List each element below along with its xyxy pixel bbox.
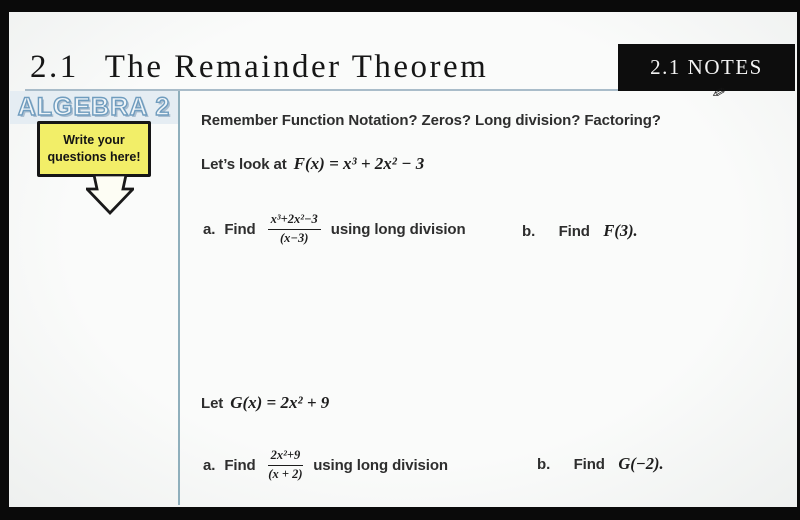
evaluate-expression: G(−2). bbox=[618, 454, 664, 473]
fraction bbox=[268, 449, 304, 482]
problem1-part-a bbox=[203, 206, 466, 252]
problem1-intro bbox=[201, 154, 424, 174]
evaluate-expression: F(3). bbox=[603, 221, 638, 240]
down-arrow-icon bbox=[86, 174, 134, 216]
callout-line1: Write your bbox=[63, 133, 125, 147]
section-number: 2.1 bbox=[30, 49, 79, 85]
problem1-lead: Let’s look at bbox=[201, 156, 287, 173]
title-text: The Remainder Theorem bbox=[104, 49, 489, 85]
part-label: a. bbox=[203, 220, 216, 238]
fraction-denominator: (x + 2) bbox=[268, 466, 303, 481]
problem2-function: G(x) = 2x² + 9 bbox=[230, 393, 330, 412]
notes-badge bbox=[618, 44, 795, 91]
part-label: b. bbox=[537, 456, 551, 473]
algebra2-logo: ALGEBRA 2 bbox=[10, 91, 178, 124]
part-label: a. bbox=[203, 456, 216, 474]
problem2-intro bbox=[201, 393, 329, 413]
part-label: b. bbox=[522, 223, 536, 240]
worksheet-page bbox=[9, 12, 797, 507]
find-verb: Find bbox=[558, 223, 590, 240]
method-text: using long division bbox=[330, 220, 466, 238]
fraction-numerator: x³+2x²−3 bbox=[268, 213, 321, 230]
find-verb: Find bbox=[224, 220, 256, 238]
problem1-function: F(x) = x³ + 2x² − 3 bbox=[293, 154, 425, 173]
column-divider bbox=[178, 91, 180, 505]
find-verb: Find bbox=[573, 456, 605, 473]
method-text: using long division bbox=[313, 456, 448, 474]
problem2-part-b bbox=[537, 454, 664, 474]
fraction-denominator: (x−3) bbox=[279, 230, 309, 245]
notes-badge-label: 2.1 NOTES bbox=[650, 55, 763, 79]
callout-line2: questions here! bbox=[47, 150, 141, 164]
page-title bbox=[30, 49, 488, 86]
find-verb: Find bbox=[224, 456, 256, 474]
pencil-icon: ✎ bbox=[707, 83, 728, 101]
intro-question: Remember Function Notation? Zeros? Long division? Factoring? bbox=[201, 112, 661, 129]
callout-box bbox=[37, 121, 151, 177]
fraction-numerator: 2x²+9 bbox=[268, 449, 304, 466]
problem2-part-a bbox=[203, 442, 448, 488]
fraction bbox=[268, 213, 321, 246]
problem2-lead: Let bbox=[201, 395, 224, 412]
problem1-part-b bbox=[522, 221, 638, 241]
